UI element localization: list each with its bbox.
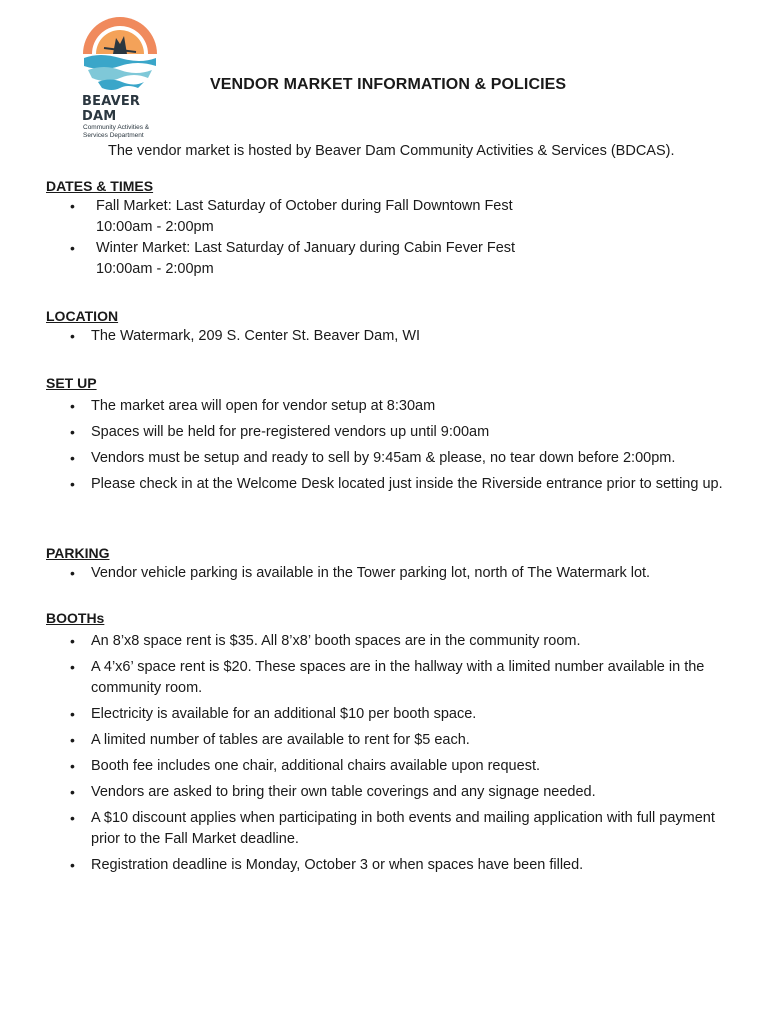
section-heading-setup: SET UP bbox=[46, 375, 97, 391]
intro-text: The vendor market is hosted by Beaver Dam Community Activities & Services (BDCAS). bbox=[108, 143, 675, 159]
section-booths bbox=[46, 610, 736, 876]
page-title: VENDOR MARKET INFORMATION & POLICIES bbox=[210, 76, 567, 93]
section-heading-parking: PARKING bbox=[46, 545, 110, 561]
section-location bbox=[46, 308, 736, 347]
section-heading-booths: BOOTHs bbox=[46, 610, 105, 626]
booths-list bbox=[46, 631, 736, 876]
list-item: • A 4’x6’ space rent is $20. These spaces are in the hallway with a limited number available in the community room. bbox=[46, 657, 736, 699]
list-item: • Vendor vehicle parking is available in the Tower parking lot, north of The Watermark lot. bbox=[46, 563, 736, 584]
list-item: • Vendors are asked to bring their own table coverings and any signage needed. bbox=[46, 782, 736, 803]
section-heading-dates: DATES & TIMES bbox=[46, 178, 154, 194]
dates-list bbox=[46, 196, 736, 280]
list-item: • Registration deadline is Monday, October 3 or when spaces have been filled. bbox=[46, 855, 736, 876]
section-setup bbox=[46, 375, 736, 495]
list-item: • Spaces will be held for pre-registered vendors up until 9:00am bbox=[46, 422, 736, 443]
setup-list bbox=[46, 396, 736, 495]
list-item: 10:00am - 2:00pm bbox=[96, 261, 214, 277]
list-item: • Vendors must be setup and ready to sell by 9:45am & please, no tear down before 2:00pm. bbox=[46, 448, 736, 469]
list-item: • Fall Market: Last Saturday of October during Fall Downtown Fest bbox=[46, 196, 736, 217]
bdcas-logo bbox=[80, 14, 164, 140]
logo-subtitle-1: Community Activities & bbox=[83, 124, 150, 131]
list-item: • A $10 discount applies when participating in both events and mailing application with full payment prior to the Fall Market deadline. bbox=[46, 808, 736, 850]
list-item: • The market area will open for vendor setup at 8:30am bbox=[46, 396, 736, 417]
section-dates bbox=[46, 178, 736, 280]
section-parking bbox=[46, 545, 736, 584]
logo-subtitle-2: Services Department bbox=[83, 132, 144, 139]
list-item: • Winter Market: Last Saturday of January during Cabin Fever Fest bbox=[46, 238, 736, 259]
parking-list bbox=[46, 563, 736, 584]
logo-emblem-icon bbox=[80, 14, 160, 92]
list-item: • Please check in at the Welcome Desk located just inside the Riverside entrance prior to setting up. bbox=[46, 474, 736, 495]
list-item: • The Watermark, 209 S. Center St. Beaver Dam, WI bbox=[46, 326, 736, 347]
list-item: • A limited number of tables are available to rent for $5 each. bbox=[46, 730, 736, 751]
list-item: • Booth fee includes one chair, additional chairs available upon request. bbox=[46, 756, 736, 777]
location-list bbox=[46, 326, 736, 347]
list-item: • Electricity is available for an additional $10 per booth space. bbox=[46, 704, 736, 725]
list-item: 10:00am - 2:00pm bbox=[96, 219, 214, 235]
list-item: • An 8’x8 space rent is $35. All 8’x8’ booth spaces are in the community room. bbox=[46, 631, 736, 652]
logo-name: BEAVER DAM bbox=[82, 94, 141, 124]
section-heading-location: LOCATION bbox=[46, 308, 119, 324]
